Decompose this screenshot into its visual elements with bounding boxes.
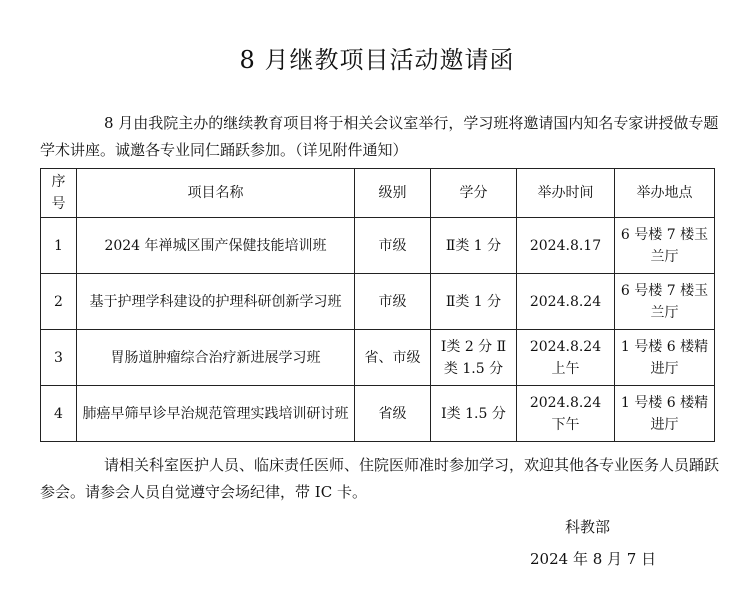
cell-place: 1 号楼 6 楼精进厅 [615, 330, 715, 386]
cell-credit: Ⅰ类 2 分 Ⅱ类 1.5 分 [431, 330, 517, 386]
cell-name: 基于护理学科建设的护理科研创新学习班 [77, 274, 355, 330]
header-level: 级别 [355, 169, 431, 218]
cell-name: 肺癌早筛早诊早治规范管理实践培训研讨班 [77, 386, 355, 442]
cell-name: 胃肠道肿瘤综合治疗新进展学习班 [77, 330, 355, 386]
table-row [41, 330, 715, 386]
cell-time: 2024.8.24 下午 [517, 386, 615, 442]
document-title: 8 月继教项目活动邀请函 [239, 46, 515, 74]
signature-department: 科教部 [565, 518, 611, 536]
cell-credit: Ⅰ类 1.5 分 [431, 386, 517, 442]
cell-place: 6 号楼 7 楼玉兰厅 [615, 218, 715, 274]
cell-time: 2024.8.24 上午 [517, 330, 615, 386]
table-header-row [41, 169, 715, 218]
header-place: 举办地点 [615, 169, 715, 218]
table-row [41, 218, 715, 274]
cell-level: 市级 [355, 274, 431, 330]
cell-no: 3 [41, 330, 77, 386]
cell-no: 2 [41, 274, 77, 330]
cell-place: 1 号楼 6 楼精进厅 [615, 386, 715, 442]
cell-level: 省、市级 [355, 330, 431, 386]
cell-no: 4 [41, 386, 77, 442]
cell-time: 2024.8.24 [517, 274, 615, 330]
closing-paragraph: 请相关科室医护人员、临床责任医师、住院医师准时参加学习，欢迎其他各专业医务人员踊跃参会。请参会人员自觉遵守会场纪律，带 IC 卡。 [40, 456, 720, 501]
intro-paragraph: 8 月由我院主办的继续教育项目将于相关会议室举行，学习班将邀请国内知名专家讲授做专题学术讲座。诚邀各专业同仁踊跃参加。（详见附件通知） [40, 114, 719, 159]
table-row [41, 274, 715, 330]
header-name: 项目名称 [77, 169, 355, 218]
signature-date: 2024 年 8 月 7 日 [530, 550, 657, 568]
header-no: 序号 [41, 169, 77, 218]
cell-time: 2024.8.17 [517, 218, 615, 274]
cell-level: 省级 [355, 386, 431, 442]
cell-credit: Ⅱ类 1 分 [431, 274, 517, 330]
project-table [40, 168, 715, 442]
cell-place: 6 号楼 7 楼玉兰厅 [615, 274, 715, 330]
header-credit: 学分 [431, 169, 517, 218]
header-time: 举办时间 [517, 169, 615, 218]
cell-name: 2024 年禅城区围产保健技能培训班 [77, 218, 355, 274]
table-row [41, 386, 715, 442]
cell-level: 市级 [355, 218, 431, 274]
cell-no: 1 [41, 218, 77, 274]
cell-credit: Ⅱ类 1 分 [431, 218, 517, 274]
